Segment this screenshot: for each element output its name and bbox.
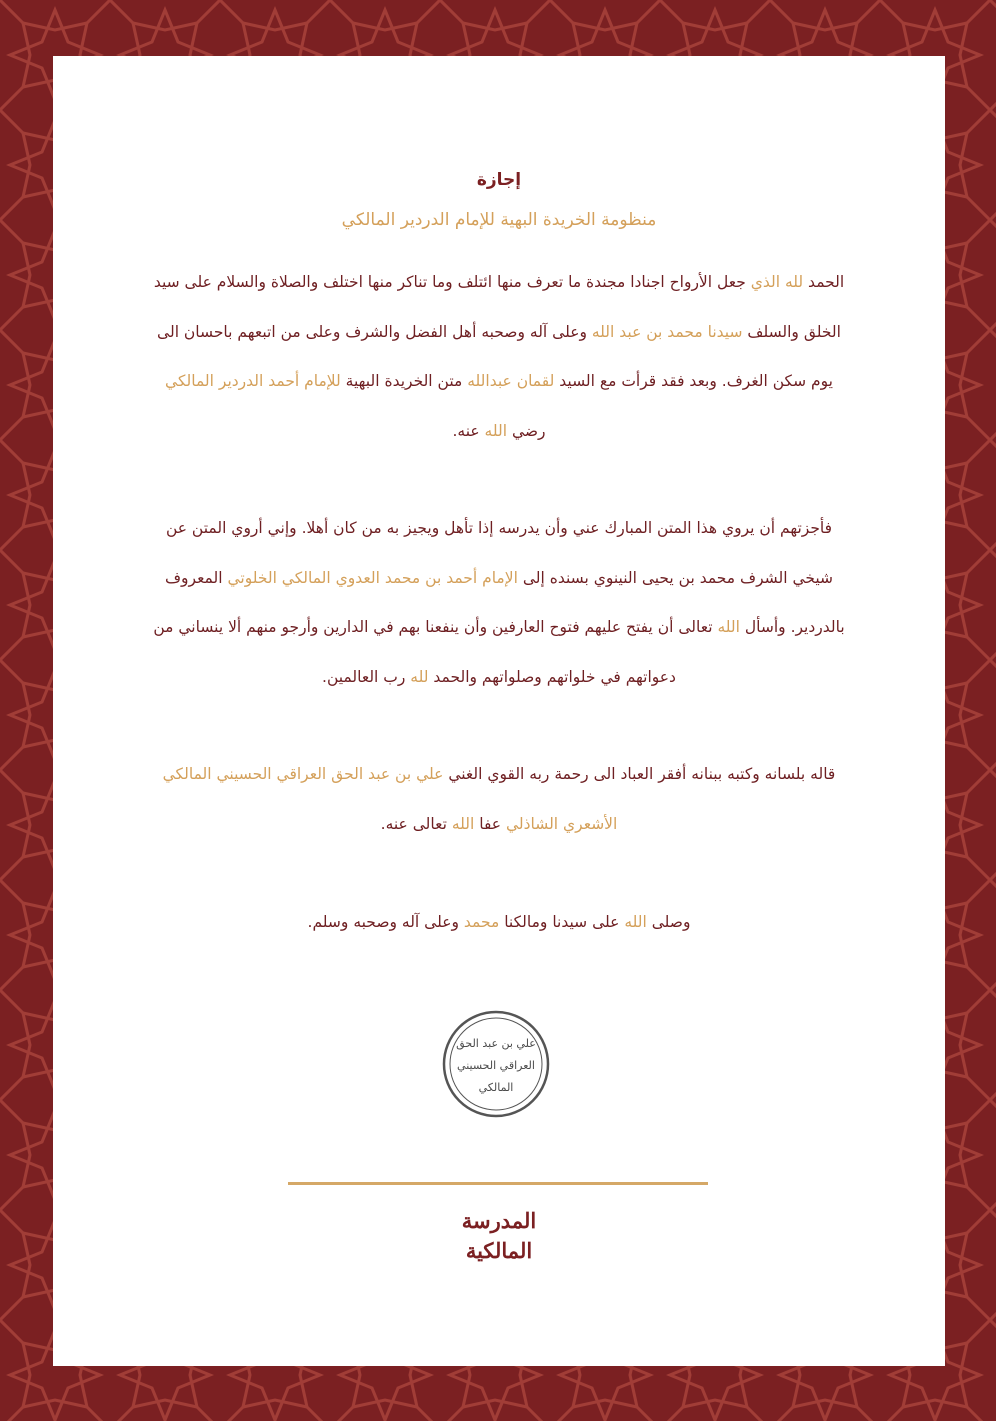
author-paragraph: قاله بلسانه وكتبه ببنانه أفقر العباد الى رحمة ربه القوي الغني علي بن عبد الحق العراقي الحسيني المالكي الأشعري الشاذلي عفا الله تعالى عنه. xyxy=(162,765,836,833)
svg-text:المالكي: المالكي xyxy=(478,1081,514,1094)
closing-prayer: وصلى الله على سيدنا ومالكنا محمد وعلى آله وصحبه وسلم. xyxy=(307,913,691,931)
svg-text:علي بن عبد الحق: علي بن عبد الحق xyxy=(456,1037,536,1050)
calligraphy-seal xyxy=(441,1009,551,1119)
opening-paragraph: الحمد لله الذي جعل الأرواح اجنادا مجندة ما تعرف منها ائتلف وما تناكر منها اختلف والصلاة والسلام على سيد الخلق والسلف سيدنا محمد بن عبد الله وعلى آله وصحبه أهل الفضل والشرف وعلى من اتبعهم باحسان الى يوم سكن الغرف. وبعد فقد قرأت مع السيد لقمان عبدالله متن الخريدة البهية للإمام أحمد الدردير المالكي رضي الله عنه. xyxy=(153,273,845,440)
signature-divider xyxy=(288,1182,708,1185)
svg-text:العراقي الحسيني: العراقي الحسيني xyxy=(457,1059,535,1072)
authorization-paragraph: فأجزتهم أن يروي هذا المتن المبارك عني وأن يدرسه إذا تأهل ويجيز به من كان أهلا. وإني أروي المتن عن شيخي الشرف محمد بن يحيى النينوي بسنده إلى الإمام أحمد بن محمد العدوي المالكي الخلوتي المعروف بالدردير. وأسأل الله تعالى أن يفتح عليهم فتوح العارفين وأن ينفعنا بهم في الدارين وأرجو منهم ألا ينساني من دعواتهم في خلواتهم وصلواتهم والحمد لله رب العالمين. xyxy=(153,519,845,686)
certificate-card xyxy=(53,56,945,1366)
certificate-title: إجازة xyxy=(476,170,522,190)
certificate-subtitle: منظومة الخريدة البهية للإمام الدردير المالكي xyxy=(341,210,657,230)
school-logo: المدرسة المالكية xyxy=(461,1208,537,1263)
